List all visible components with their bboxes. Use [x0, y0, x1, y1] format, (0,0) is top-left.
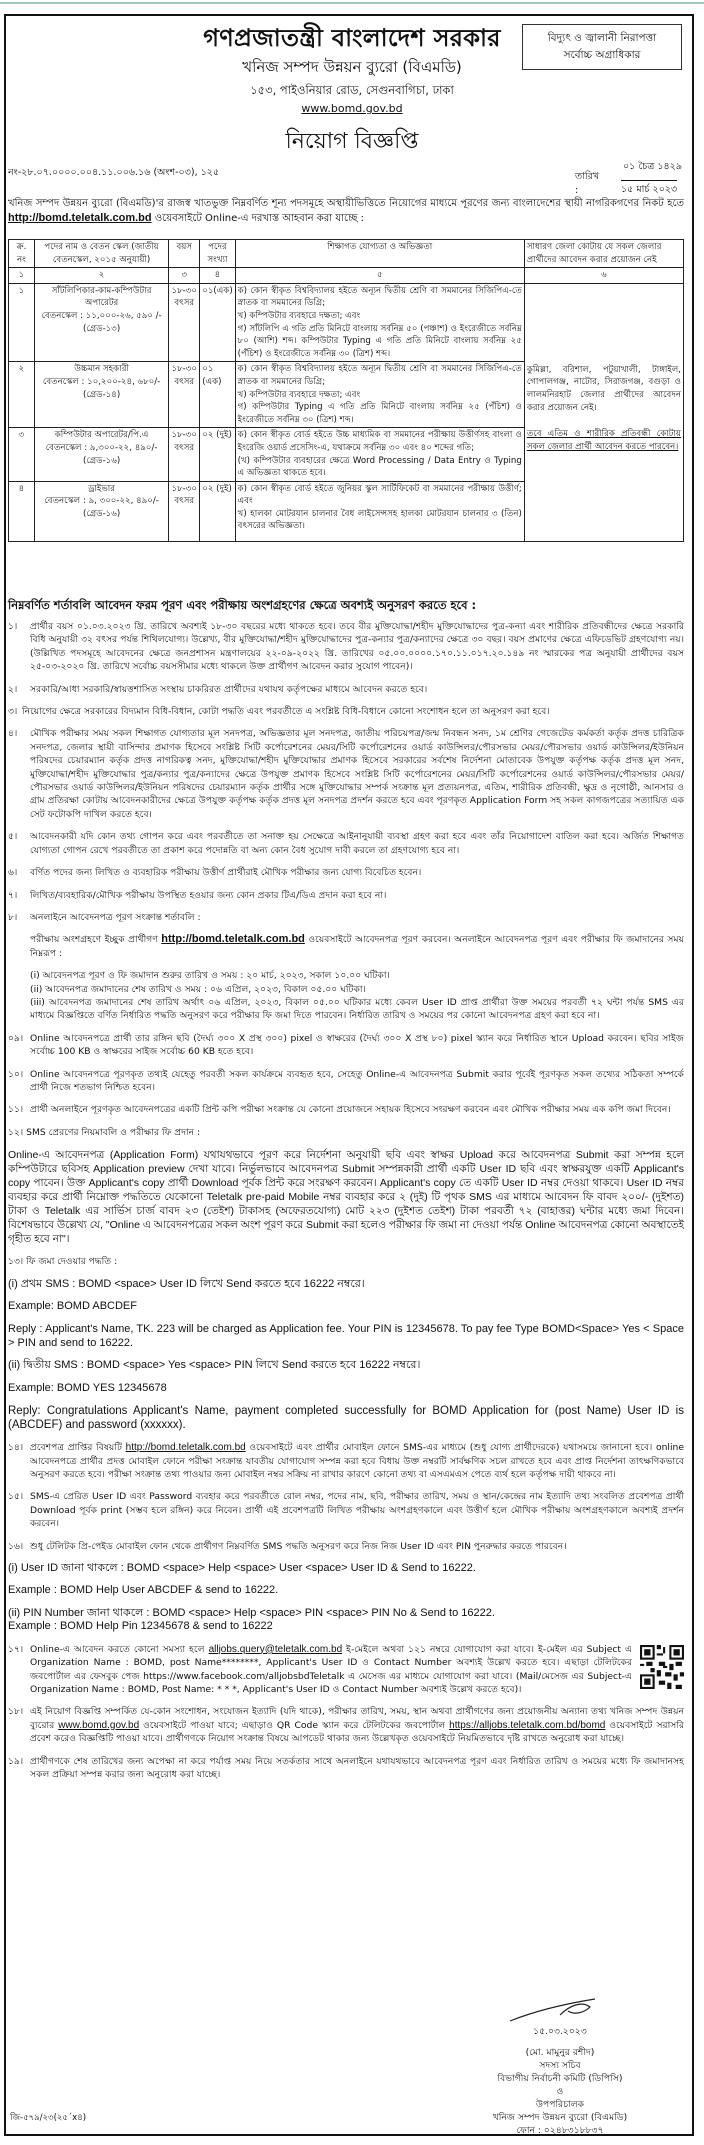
signature-block	[450, 1995, 670, 2137]
signature-mark	[450, 1995, 670, 2025]
signatory-and: ও	[556, 2086, 564, 2097]
qualification-item: গ) সাঁটলিপি এ গতি প্রতি মিনিটে বাংলায় সর্বনিম্ন ৫০ (পঞ্চাশ) ও ইংরেজীতে সর্বনিম্ন ৮০ (আশি) শব্দ। কম্পিউটার Typing এ গতি প্রতি মিনিটে বাংলায় সর্বনিম্ন ২৫ (পঁচিশ) ও ইংরেজীতে সর্বনিম্ন ৩০ (ত্রিশ) শব্দ।	[237, 323, 522, 359]
priority-line-1: বিদ্যুৎ ও জ্বালানী নিরাপত্তা	[547, 32, 657, 44]
teletalk-link[interactable]: http://bomd.teletalk.com.bd	[161, 933, 305, 946]
second-sms-reply: Reply: Congratulations Applicant's Name, payment completed successfully for BOMD Application for (post Name) User ID is (ABCDEF) and password (xxxxxx).	[8, 1405, 684, 1432]
organization-name: খনিজ সম্পদ উন্নয়ন ব্যুরো (বিএমডি)	[242, 58, 462, 76]
pay-scale: বেতনস্কেল : ৯, ৩০০-২২, ৪৯০/-	[44, 496, 159, 507]
post-name: সাঁটলিপিকার-কাম-কম্পিউটার অপারেটর	[51, 285, 152, 309]
row-post	[34, 283, 168, 362]
user-id-recovery-example: Example : BOMD Help User ABCDEF & send to 16222.	[8, 1584, 279, 1597]
signatory-organization: খনিজ সম্পদ উন্নয়ন ব্যুরো (বিএমডি)	[492, 2112, 628, 2123]
row-serial: ৪	[9, 481, 35, 541]
fee-method-heading: ১৩। ফি জমা দেওয়ার পদ্ধতি :	[8, 1256, 118, 1268]
condition-number: ১০।	[8, 1068, 24, 1080]
header-age: বয়স	[169, 240, 200, 268]
condition-text: অনলাইনে আবেদনপত্র পূরণ সংক্রান্ত শর্তাবলি :	[30, 911, 201, 923]
condition-item	[8, 705, 684, 718]
condition-number: ৭।	[8, 889, 18, 901]
pay-scale: বেতনস্কেল : ১১,০০০-২৬, ৫৯০ /-	[41, 310, 162, 321]
qualification-item: খ) হালকা মোটরযান চালনার বৈধ লাইসেন্সসহ হালকা মোটরযান চালনার ৩ (তিন) বৎসরের অভিজ্ঞতা।	[237, 508, 522, 532]
conditions-list	[8, 620, 684, 1790]
condition-text: লিখিত/ব্যবহারিক/মৌখিক পরীক্ষায় উপস্থিত হওয়ার জন্য কোন প্রকার টিএ/ডিএ প্রদান করা হবে না।	[30, 889, 387, 901]
qualification-item: খ) কম্পিউটার ব্যবহারে দক্ষতা; এবং	[237, 389, 361, 400]
priority-line-2: সর্বোচ্চ অগ্রাধিকার	[563, 49, 641, 61]
qualification-item: ক) কোন স্বীকৃত বিশ্ববিদ্যালয় হইতে অন্যূন দ্বিতীয় শ্রেণি বা সমমানের সিজিপিএ-তে স্নাতক বা সমমানের ডিগ্রি;	[237, 364, 522, 387]
schedule-start: (i) আবেদনপত্র পূরণ ও ফি জমাদান শুরুর তারিখ ও সময় : ২০ মার্চ, ২০২৩, সকাল ১০.০০ ঘটিকা।	[30, 970, 390, 982]
vacancy-table	[8, 239, 684, 542]
row-qualification	[235, 362, 524, 428]
condition-number: ৫।	[8, 831, 18, 843]
condition-number: ১৮।	[8, 1706, 24, 1718]
signature-icon	[500, 1995, 620, 2025]
grade: (গ্রেড-১৪)	[82, 389, 121, 400]
col-number: ৩	[169, 268, 200, 284]
row-district-exclusion	[524, 283, 683, 541]
condition-number: ৩।	[8, 706, 18, 718]
paragraph-text: এই নিয়োগ বিজ্ঞপ্তি সম্পর্কিত যে-কোন সংশোধন, সংযোজন ইত্যাদি (যদি থাকে), পরীক্ষার তারিখ, সময়, স্থান অথবা প্রার্থীগণের জন্য প্রয়োজনীয় অন্যান্য তথ্য খনিজ সম্পদ উন্নয়ন ব্যুরোর	[30, 1706, 684, 1731]
signature-date: ১৫.০৩.২০২৩	[533, 2026, 587, 2037]
intro-text-after: ওয়েবসাইটে Online-এ দরখাস্ত আহবান করা যাচ্ছে :	[154, 213, 365, 224]
condition-text: SMS-এ প্রেরিত User ID এবং Password ব্যবহার করে পরবর্তীতে রোল নম্বর, পদের নাম, ছবি, পরীক্ষার তারিখ, সময় ও স্থান/কেন্দ্রের নাম ইত্যাদি তথ্য সংবলিত প্রবেশপত্র প্রার্থী Download পূর্বক print (সম্ভব হলে রঙ্গিন) করে নিবেন। প্রার্থী এই প্রবেশপত্রটি লিখিত পরীক্ষায় অংশগ্রহণকালে এবং উত্তীর্ণ হলে মৌখিক পরীক্ষায় অংশগ্রহণকালে অবশ্যই প্রদর্শন করবেন।	[30, 1491, 684, 1530]
condition-item	[8, 620, 684, 674]
special-quota-note: তবে এতিম ও শারীরিক প্রতিবন্ধী কোটায় সকল জেলার প্রার্থী আবেদন করতে পারবেন।	[526, 429, 681, 452]
row-count: ০২ (দুই)	[200, 428, 235, 481]
row-serial: ২	[9, 362, 35, 428]
paragraph-text: Online-এ আবেদন করতে কোনো সমস্যা হলে	[30, 1643, 205, 1655]
priority-box	[522, 24, 682, 70]
pin-recovery-example: Example : BOMD Help Pin 12345678 & send to 16222	[8, 1620, 273, 1633]
header-count: পদের সংখ্যা	[200, 240, 235, 268]
condition-text: প্রার্থীগণকে শেষ তারিখের জন্য অপেক্ষা না করে পর্যাপ্ত সময় নিয়ে সতর্কতার সাথে অনলাইনে যথাযথভাবে আবেদনপত্র পূরণ এবং নির্ধারিত তারিখ ও সময়ের মধ্যে ফি জমাদানসহ সকল প্রক্রিয়া সম্পন্ন করার জন্য অনুরোধ করা যাচ্ছে।	[30, 1755, 684, 1780]
condition-item	[8, 1032, 684, 1059]
condition-item	[8, 1490, 684, 1530]
intro-paragraph	[8, 196, 684, 226]
condition-number: ১৭।	[8, 1643, 24, 1655]
condition-number: ৮।	[8, 911, 18, 923]
pay-scale: বেতনস্কেল : ১০,২০০-২৪, ৬৮০/-	[42, 376, 161, 387]
user-id-recovery: (i) User ID জানা থাকলে : BOMD <space> Help <space> User <space> User ID & Send to 16222.	[8, 1562, 476, 1575]
organization-address: ১৫৩, পাইওনিয়ার রোড, সেগুনবাগিচা, ঢাকা	[250, 83, 454, 97]
top-rule	[0, 2, 704, 4]
condition-item	[8, 1103, 684, 1116]
teletalk-link[interactable]: http://bomd.teletalk.com.bd	[8, 212, 152, 224]
condition-item	[8, 1068, 684, 1095]
row-age: ১৮-৩০ বৎসর	[169, 283, 200, 362]
date-label: তারিখ :	[575, 171, 600, 196]
condition-text: প্রার্থীর বয়স ০১.০৩.২০২৩ খ্রি. তারিখে অবশ্যই ১৮-৩০ বছরের মধ্যে থাকতে হবে। তবে বীর মুক্তিযোদ্ধা/শহীদ মুক্তিযোদ্ধাদের পুত্র-কন্যা এবং শারীরিক প্রতিবন্ধীদের ক্ষেত্রে সরকারি বিধি অনুযায়ী ৩২ বৎসর পর্যন্ত শিথিলযোগ্য। উল্লেখ্য, বীর মুক্তিযোদ্ধা/শহীদ মুক্তিযোদ্ধাদের পুত্র-কন্যার পুত্র/কন্যাদের ক্ষেত্রে ৩০ বছর। বয়স প্রমাণের ক্ষেত্রে এফিডেভিট গ্রহণযোগ্য নয়। (উল্লিখিত পদসমূহে আবেদনের ক্ষেত্রে জনপ্রশাসন মন্ত্রণালয়ের ২২-০৯-২০২২ খ্রি. তারিখের ০৫.০০.০০০০.১৭০.১১.০১৭.২০.১৪৯ নং স্মারকের পত্র অনুযায়ী প্রার্থীদের বয়স ২৫-০৩-২০২০ খ্রি. তারিখে সর্বোচ্চ বয়সসীমার মধ্যে থাকলে উক্ত প্রার্থীগণ আবেদন করার সুযোগ পাবেন)।	[30, 621, 684, 673]
post-name: ড্রাইভার	[88, 483, 116, 494]
qualification-item: ক) কোন স্বীকৃত বোর্ড হইতে উচ্চ মাধ্যমিক বা সমমানের পরীক্ষায় উত্তীর্ণসহ বাংলা ও ইংরেজি ওয়ার্ড প্রসেসিং-এ, যথাক্রমে সর্বনিম্ন ৩০ এবং ৪০ শব্দের গতি;	[237, 430, 522, 453]
qr-code-icon[interactable]	[640, 1645, 684, 1689]
qualification-item: গ) কম্পিউটার Typing এ গতি প্রতি মিনিটে বাংলায় সর্বনিম্ন ২৫ (পঁচিশ) ও ইংরেজীতে সর্বনিম্ন ৩০ (ত্রিশ) শব্দ।	[237, 402, 522, 425]
row-post	[34, 428, 168, 481]
organization-website-link[interactable]: www.bomd.gov.bd	[301, 102, 403, 115]
row-age: ১৮-৩০ বৎসর	[169, 362, 200, 428]
condition-number: ১৬।	[8, 1540, 24, 1552]
signatory-phone: ফোন : ০২৪৮৩১৮৮৩৭	[516, 2125, 604, 2136]
signatory-role-2: উপপরিচালক	[535, 2099, 585, 2110]
row-qualification	[235, 283, 524, 362]
sms-rules-heading: ১২। SMS প্রেরণের নিয়মাবলি ও পরীক্ষার ফি প্রদান :	[8, 1126, 201, 1138]
government-heading: গণপ্রজাতন্ত্রী বাংলাদেশ সরকার	[203, 24, 501, 52]
notice-title: নিয়োগ বিজ্ঞপ্তি	[285, 129, 419, 154]
print-code: জি-৫৭৯/২৩(২৫´x৪)	[10, 2113, 87, 2123]
condition-text: আবেদনকারী যদি কোন তথ্য গোপন করে এবং পরবর্তীতে তা সনাক্ত হয় সেক্ষেত্রে আইনানুযায়ী ব্যবস্থা গ্রহণ করা হবে এবং তাঁর নিয়োগাদেশ বাতিল করা হবে। অর্জিত শিক্ষাগত যোগ্যতা গোপন রেখে পরবর্তীতে তা প্রকাশ করে পদোন্নতি বা অন্য কোন বৈধ সুযোগ দাবী করলে তা গ্রহণযোগ্য হবে না।	[30, 831, 684, 856]
signatory-name: (মো. মামুনুর রশীদ)	[525, 2047, 595, 2058]
condition-number: ১১।	[8, 1104, 24, 1116]
schedule-sms-fee: (iii) আবেদনপত্র জমাদানের শেষ তারিখ অর্থাৎ ০৬ এপ্রিল, ২০২৩, বিকাল ০৫.০০ ঘটিকার মধ্যে কেবল User ID প্রাপ্ত প্রার্থীরা উক্ত সময়ের পরবর্তী ৭২ ঘন্টা পর্যন্ত SMS এর মাধ্যমে বিজ্ঞপ্তিতে বর্ণিত নির্ধারিত পদ্ধতি অনুসরণ করে পরীক্ষার ফি জমা দিতে পারবেন। নির্ধারিত তারিখ ও সময়ের পর কোনো আবেদনপত্র গ্রহণ করা হবে না।	[30, 996, 684, 1022]
col-number: ৪	[200, 268, 235, 284]
header-serial: ক্র. নং	[9, 240, 35, 268]
condition-number: ১৪।	[8, 1442, 24, 1454]
condition-number: ৪।	[8, 728, 18, 740]
row-serial: ১	[9, 283, 35, 362]
first-sms-instruction: (i) প্রথম SMS : BOMD <space> User ID লিখে Send করতে হবে 16222 নম্বরে।	[8, 1277, 365, 1290]
memo-number: নং-২৮.০৭.০০০০.০০৪.১১.০০৬.১৬ (অংশ-০৩), ১২৫	[8, 167, 220, 178]
table-header-row	[9, 240, 684, 268]
signatory-committee: বিভাগীয় নির্বাচনী কমিটি (ডিপিসি)	[497, 2073, 623, 2084]
paragraph-text: প্রবেশপত্র প্রাপ্তির বিষয়টি	[30, 1442, 122, 1454]
online-application-paragraph	[30, 933, 684, 960]
row-post	[34, 362, 168, 428]
condition-item	[8, 830, 684, 857]
row-post	[34, 481, 168, 541]
pin-recovery: (ii) PIN Number জানা থাকলে : BOMD <space> Help <space> PIN <space> PIN No & Send to 16222.	[8, 1606, 495, 1619]
condition-number: ১।	[8, 621, 18, 632]
condition-item	[8, 683, 684, 696]
grade: (গ্রেড-১৩)	[82, 323, 121, 334]
condition-item	[8, 1441, 684, 1481]
signatory-role: সদস্য সচিব	[539, 2060, 581, 2071]
table-column-number-row	[9, 268, 684, 284]
sms-rules-paragraph: Online-এ আবেদনপত্র (Application Form) যথাযথভাবে পূরণ করে নির্দেশনা অনুযায়ী ছবি এবং স্বাক্ষর Upload করে আবেদনপত্র Submit করা সম্পন্ন হলে কম্পিউটারে ছবিসহ Application preview দেখা যাবে। নির্ভুলভাবে আবেদনপত্র Submit সম্পন্নকারী প্রার্থী একটি User ID ছবি এবং স্বাক্ষরযুক্ত একটি Applicant's copy পাবেন। উক্ত Applicant's copy প্রার্থী Download পূর্বক প্রিন্ট করে সংরক্ষণ করবেন। Applicant's copy তে একটি User ID নম্বর দেওয়া থাকবে। User ID নম্বর ব্যবহার করে প্রার্থী নিম্নোক্ত পদ্ধতিতে যেকোনো Teletalk pre-paid Mobile নম্বর ব্যবহার করে ২ (দুই) টি পৃথক SMS এর মাধ্যমে আবেদন ফি বাবদ ২০০/- (দুইশত) টাকা ও Teletalk এর সার্ভিস চার্জ বাবদ ২৩ (তেইশ) টাকাসহ (অফেরতযোগ্য) মোট ২২৩ (দুইশত তেইশ) টাকা পরবর্তী ৭২ (বাহাত্তর) ঘন্টার মধ্যে জমা দিবেন। বিশেষভাবে উল্লেখ্য যে, "Online এ আবেদনপত্রের সকল অংশ পূরণ করে Submit করা হলেও পরীক্ষার ফি জমা না দেওয়া পর্যন্ত Online আবেদনপত্র কোনো অবস্থাতেই গৃহীত হবে না"।	[8, 1149, 684, 1246]
qualification-item: খ) কম্পিউটার ব্যবহারে দক্ষতা; এবং	[237, 310, 361, 321]
row-count: ০২ (দুই)	[200, 481, 235, 541]
schedule-end: (ii) আবেদনপত্র জমাদানের শেষ তারিখ ও সময় : ০৬ এপ্রিল, ২০২৩, বিকাল ০৫.০০ ঘটিকা।	[30, 983, 366, 995]
header-qualification: শিক্ষাগত যোগ্যতা ও অভিজ্ঞতা	[235, 240, 524, 268]
condition-number: ১৯।	[8, 1755, 24, 1767]
condition-item	[8, 1755, 684, 1782]
condition-number: ৬।	[8, 867, 18, 879]
grade: (গ্রেড-১৬)	[82, 508, 121, 519]
condition-text	[30, 1441, 684, 1481]
row-count: ০১(এক)	[200, 283, 235, 362]
alljobs-portal-link[interactable]: https://alljobs.teletalk.com.bd/bomd	[449, 1719, 606, 1731]
date-bangla: ০১ চৈত্র ১৪২৯	[623, 161, 682, 172]
condition-item	[8, 911, 684, 924]
grade: (গ্রেড-১৬)	[82, 455, 121, 466]
col-number: ১	[9, 268, 35, 284]
row-age: ১৮-৩০ বৎসর	[169, 481, 200, 541]
paragraph-text: ওয়েবসাইটে আবেদনপত্র পূরণ করবেন। অনলাইনে আবেদনপত্র পূরণ এবং পরীক্ষার ফি জমাদানের সময় নিম্নরূপ :	[30, 934, 685, 959]
header-district: সাধারণ জেলা কোটায় যে সকল জেলার প্রার্থীদের আবেদন করার প্রয়োজন নেই	[524, 240, 683, 268]
condition-text: প্রার্থী অনলাইনে পূরণকৃত আবেদনপত্রের একটি প্রিন্ট কপি পরীক্ষা সংক্রান্ত যে কোনো প্রয়োজনে সহায়ক হিসেবে সংরক্ষণ করবেন এবং মৌখিক পরীক্ষার সময় এক কপি জমা দিবেন।	[30, 1104, 671, 1116]
col-number: ৫	[235, 268, 524, 284]
condition-text: Online আবেদনপত্রে পূরণকৃত তথ্যই যেহেতু পরবর্তী সকল কার্যক্রমে ব্যবহৃত হবে, সেহেতু Online-এ আবেদনপত্র Submit করার পূর্বেই পূরণকৃত সকল তথ্যের সঠিকতা সম্পর্কে প্রার্থী নিজে শতভাগ নিশ্চিত হবেন।	[30, 1068, 684, 1093]
condition-text: শুধু টেলিটক প্রি-পেইড মোবাইল ফোন থেকে প্রার্থীগণ নিম্নবর্ণিত SMS পদ্ধতি অনুসরণ করে নিজ নিজ User ID এবং PIN পুনরুদ্ধার করতে পারবেন।	[30, 1540, 567, 1552]
condition-text	[30, 1643, 684, 1697]
condition-number: ২।	[8, 683, 18, 695]
paragraph-text: ওয়েবসাইটে সরাসরি প্রবেশ করেও বিজ্ঞপ্তিটি পাওয়া যাবে। প্রার্থীগণকে নিয়োগ সংক্রান্ত বিষয়ে আপডেট থাকার জন্য উল্লেখকৃত ওয়েবসাইটে নিয়মিতভাবে দৃষ্টি রাখতে অনুরোধ করা যাচ্ছে।	[30, 1719, 685, 1745]
row-age: ১৮-৩০ বৎসর	[169, 428, 200, 481]
condition-text: মৌখিক পরীক্ষার সময় সকল শিক্ষাগত যোগ্যতার মূল সনদপত্র, অভিজ্ঞতার মূল সনদপত্র, জাতীয় পরিচয়পত্র/জন্ম নিবন্ধন সনদ, ১ম শ্রেণির গেজেটেড কর্মকর্তা কর্তৃক প্রদত্ত চারিত্রিক সনদপত্র, জেলার স্থায়ী বাসিন্দার প্রমাণক হিসেবে সংশ্লিষ্ট সিটি কর্পোরেশনের মেয়র/সিটি কর্পোরেশনের ওয়ার্ড কাউন্সিলর/পৌরসভার মেয়র/পৌরসভার ওয়ার্ড কাউন্সিলর/ইউনিয়ন পরিষদের চেয়ারম্যান কর্তৃক প্রদত্ত নাগরিকত্ব সনদ, মুক্তিযোদ্ধা/শহীদ মুক্তিযোদ্ধার প্রমাণক হিসেবে সরকারের সর্বশেষ নির্দেশনা মোতাবেক উপযুক্ত কর্তৃপক্ষ কর্তৃক প্রদত্ত মূল সনদ, মুক্তিযোদ্ধা/শহীদ মুক্তিযোদ্ধার পুত্র/কন্যার পুত্র/কন্যাদের ক্ষেত্রে উপযুক্ত প্রমাণক হিসেবে সংশ্লিষ্ট সিটি কর্পোরেশনের মেয়র/সিটি কর্পোরেশনের ওয়ার্ড কাউন্সিলর/পৌরসভার মেয়র/পৌরসভার ওয়ার্ড কাউন্সিলর/ইউনিয়ন পরিষদের চেয়ারম্যান কর্তৃক প্রার্থীর সঙ্গে মুক্তিযোদ্ধার সম্পর্ক সংক্রান্ত মূল প্রত্যয়নপত্র, এতিম, শারীরিক প্রতিবন্ধী, ক্ষুদ্র ও নৃগোষ্ঠী, আনসার ও গ্রাম প্রতিরক্ষা কোটায় আবেদনকারীদের ক্ষেত্রে উপযুক্ত কর্তৃপক্ষ কর্তৃক প্রদত্ত মূল সনদপত্র প্রদর্শন করতে হবে এবং পূরণকৃত Application Form সহ সকল কাগজপত্রের সত্যায়িত এক সেট ফটোকপি দাখিল করতে হবে।	[30, 728, 684, 820]
teletalk-link[interactable]: http://bomd.teletalk.com.bd	[125, 1442, 246, 1454]
post-name: কম্পিউটার অপারেটর/পি.এ	[54, 430, 149, 441]
paragraph-text: পরীক্ষায় অংশগ্রহণে ইচ্ছুক প্রার্থীগণ	[30, 934, 158, 946]
paragraph-text: ওয়েবসাইটে পাওয়া যাবে; এছাড়াও QR Code স্ক্যান করে টেলিটকের জবপোর্টাল	[143, 1719, 446, 1731]
pay-scale: বেতনস্কেল : ৯,৩০০-২২, ৪৯০/-	[45, 442, 158, 453]
row-qualification	[235, 481, 524, 541]
qualification-item: ক) কোন স্বীকৃত বোর্ড হইতে জুনিয়র স্কুল সার্টিফিকেট বা সমমানের পরীক্ষায় উত্তীর্ণ; এবং	[237, 483, 522, 507]
condition-item	[8, 1643, 684, 1697]
col-number: ৬	[524, 268, 683, 284]
condition-item	[8, 1540, 684, 1553]
condition-item	[8, 889, 684, 902]
col-number: ২	[34, 268, 168, 284]
condition-text: Online আবেদনপত্রে প্রার্থী তার রঙ্গিন ছবি (দৈর্ঘ্য ৩০০ X প্রস্থ ৩০০) pixel ও স্বাক্ষরের (দৈর্ঘ্য ৩০০ X প্রস্থ ৮০) pixel স্ক্যান করে নির্ধারিত স্থানে Upload করবেন। ছবির সাইজ সর্বোচ্চ 100 KB ও স্বাক্ষরের সাইজ সর্বোচ্চ 60 KB হতে হবে।	[30, 1032, 684, 1058]
condition-item	[8, 727, 684, 821]
paragraph-text: ই-মেইলে অথবা ১২১ নম্বরে যোগাযোগ করা যাবে। ই-মেইল এর Subject এ Organization Name : BOMD, post Name********, Applicant's User ID ও Contact Number অবশ্যই উল্লেখ করতে হবে। এছাড়া টেলিটকের জবপোর্টাল এর ফেসবুক পেজ https://www.facebook.com/alljobsbdTeletalk এ মেসেজ এর মাধ্যমে যোগাযোগ করা যাবে। (Mail/মেসেজ এর Subject-এ Organization Name : BOMD, Post Name: * * *, Applicant's User ID ও Contact Number অবশ্যই উল্লেখ করতে হবে)।	[30, 1643, 633, 1695]
second-sms-example: Example: BOMD YES 12345678	[8, 1381, 167, 1394]
first-sms-reply: Reply : Applicant's Name, TK. 223 will be charged as Application fee. Your PIN is 12345678. To pay fee Type BOMD<Space> Yes < Space > PIN and send to 16222.	[8, 1323, 684, 1350]
row-count: ০১ (এক)	[200, 362, 235, 428]
condition-text	[30, 1705, 684, 1745]
condition-text: সরকারি/আধা সরকারি/স্বায়ত্তশাসিত সংস্থায় চাকরিরত প্রার্থীদের যথাযথ কর্তৃপক্ষের মাধ্যমে আবেদন করতে হবে।	[30, 683, 428, 695]
row-qualification	[235, 428, 524, 481]
district-note: কুমিল্লা, বরিশাল, পটুয়াখালী, টাঙ্গাইল, গোপালগঞ্জ, নাটোর, সিরাজগঞ্জ, বগুড়া ও লালমনিরহাট জেলার প্রার্থীদের আবেদন করার প্রয়োজন নেই।	[526, 364, 681, 413]
post-name: উচ্চমান সহকারী	[74, 364, 129, 375]
condition-item	[8, 1705, 684, 1745]
date-english: ১৫ মার্চ ২০২৩	[621, 180, 677, 198]
second-sms-instruction: (ii) দ্বিতীয় SMS : BOMD <space> Yes <space> PIN লিখে Send করতে হবে 16222 নম্বরে।	[8, 1359, 421, 1372]
first-sms-example: Example: BOMD ABCDEF	[8, 1300, 137, 1312]
paragraph-text: ওয়েবসাইটে এবং প্রার্থীর মোবাইল ফোনে SMS-এর মাধ্যমে (শুধু যোগ্য প্রার্থীদেরকে) যথাসময়ে জানানো হবে। online আবেদনপত্রে প্রার্থীর প্রদত্ত মোবাইল ফোনে পরীক্ষা সংক্রান্ত যাবতীয় যোগাযোগ সম্পন্ন করা হবে বিধায় উক্ত নম্বরটি সার্বক্ষণিক সচল রাখতে হবে এবং প্রাপ্ত নির্দেশনা তাৎক্ষণিকভাবে অনুসরণ করতে হবে। পরীক্ষা সংক্রান্ত তথ্য পাওয়ার জন্য মোবাইল নম্বর সক্রিয় না রাখার কারণে কোনো তথ্য বা এসএমএস পেতে ব্যর্থ হলে কর্তৃপক্ষ দায়ী থাকবে না।	[30, 1442, 685, 1481]
conditions-title: নিম্নবর্ণিত শর্তাবলি আবেদন ফরম পূরণ এবং পরীক্ষায় অংশগ্রহণের ক্ষেত্রে অবশ্যই অনুসরণ করতে হবে :	[8, 598, 477, 612]
condition-text: বর্ণিত পদের জন্য লিখিত ও ব্যবহারিক পরীক্ষায় উত্তীর্ণ প্রার্থীরাই মৌখিক পরীক্ষার জন্য যোগ্য বিবেচিত হবেন।	[30, 867, 422, 879]
condition-number: ১৫।	[8, 1491, 24, 1503]
intro-text: খনিজ সম্পদ উন্নয়ন ব্যুরো (বিএমডি)'র রাজস্ব খাতভুক্ত নিম্নবর্ণিত শূন্য পদসমূহে অস্থায়ীভিত্তিতে নিয়োগের মাধ্যমে পূরণের জন্য বাংলাদেশের স্থায়ী নাগরিকগণের নিকট হতে	[8, 198, 684, 209]
qualification-item: ক) কোন স্বীকৃত বিশ্ববিদ্যালয় হইতে অন্যূন দ্বিতীয় শ্রেণি বা সমমানের সিজিপিএ-তে স্নাতক বা সমমানের ডিগ্রি;	[237, 285, 522, 309]
support-email-link[interactable]: alljobs.query@teletalk.com.bd	[208, 1643, 343, 1655]
qualification-item: (খ) কম্পিউটার ব্যবহারের ক্ষেত্রে Word Processing / Data Entry ও Typing এ অভিজ্ঞতা থাকতে হবে।	[237, 455, 522, 479]
header-post: পদের নাম ও বেতন স্কেল (জাতীয় বেতনস্কেল, ২০১৫ অনুযায়ী)	[34, 240, 168, 268]
table-row	[9, 283, 684, 362]
condition-item	[8, 866, 684, 879]
condition-text: নিয়োগের ক্ষেত্রে সরকারের বিদ্যমান বিধি-বিধান, কোটা পদ্ধতি এবং পরবর্তীতে এ সংশ্লিষ্ট বিধি-বিধানে কোনো সংশোধন হলে তা অনুসরণ করা হবে।	[22, 706, 550, 718]
bomd-website-link[interactable]: www.bomd.gov.bd	[58, 1719, 140, 1731]
row-serial: ৩	[9, 428, 35, 481]
condition-number: ০৯।	[8, 1032, 24, 1044]
